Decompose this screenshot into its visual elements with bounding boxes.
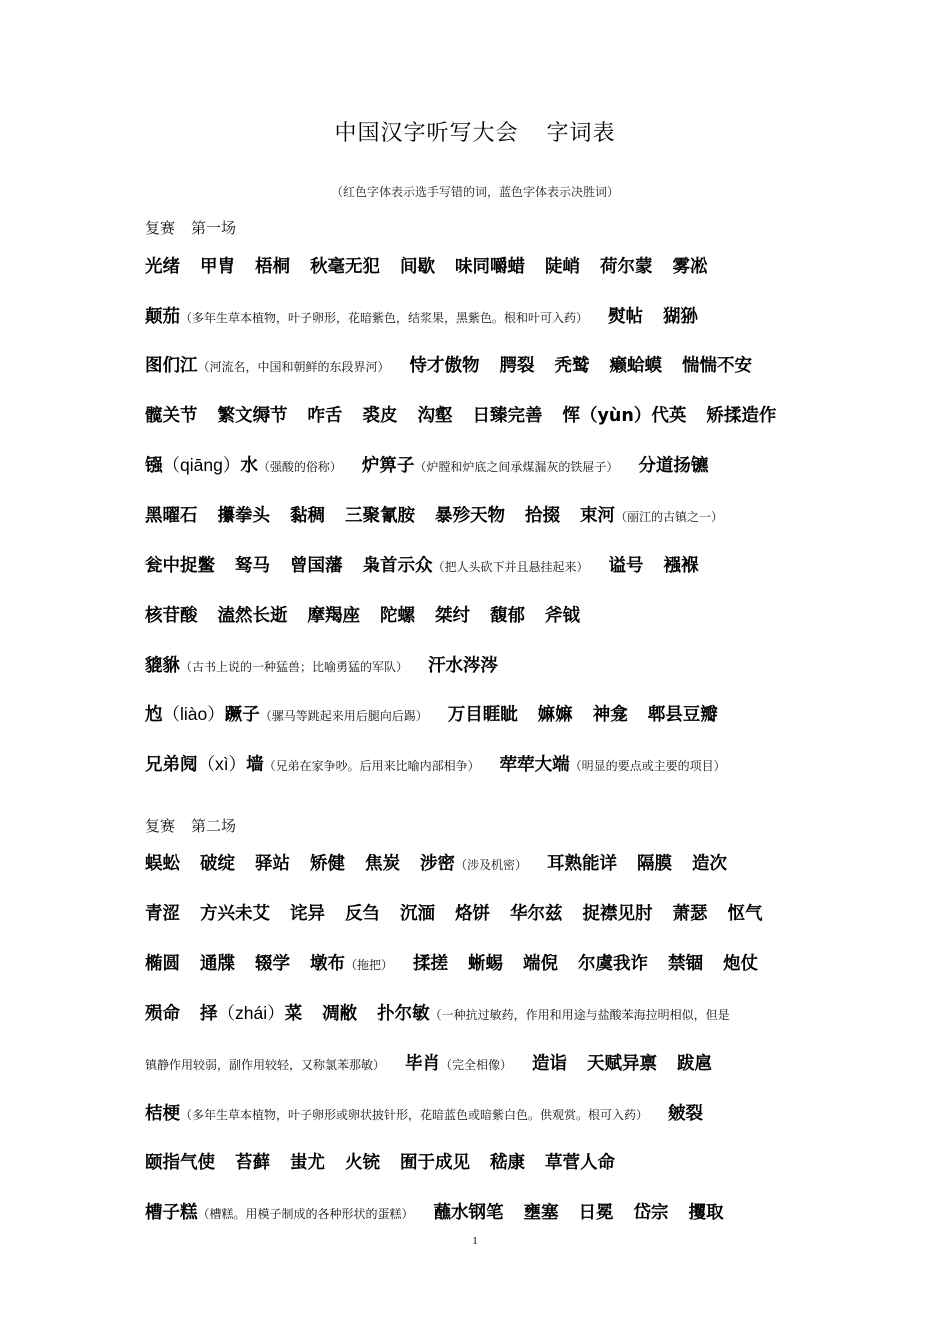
word: 谥号 xyxy=(608,556,644,576)
word: 熨帖 xyxy=(608,307,644,327)
word: 反刍 xyxy=(345,904,380,924)
word: 日冕 xyxy=(578,1203,614,1223)
word: 炮仗 xyxy=(723,954,759,974)
word-gloss: （一种抗过敏药，作用和用途与盐酸苯海拉明相似，但是 xyxy=(429,1008,730,1022)
word-gloss: （强酸的俗称） xyxy=(257,460,342,474)
word-row xyxy=(145,1199,724,1224)
word: 陀螺 xyxy=(380,606,415,626)
word: 黏稠 xyxy=(290,506,325,526)
word: 怄气 xyxy=(727,904,763,924)
word: 华尔兹 xyxy=(510,904,563,924)
section-sublabel: 第一场 xyxy=(191,219,237,237)
word-gloss: （多年生草本植物，叶子卵形，花暗紫色，结浆果，黑紫色。根和叶可入药） xyxy=(180,311,589,325)
page-title xyxy=(0,116,950,147)
word-row xyxy=(145,652,498,677)
word-row xyxy=(145,1149,615,1174)
word: 禁锢 xyxy=(668,954,704,974)
word-row xyxy=(145,352,752,377)
word-row xyxy=(145,552,699,577)
color-legend-note: （红色字体表示选手写错的词，蓝色字体表示决胜词） xyxy=(330,185,619,199)
word: 间歇 xyxy=(400,257,435,277)
word-gloss: （丽江的古镇之一） xyxy=(615,510,724,524)
word-row xyxy=(145,502,723,527)
word: 恃才傲物 xyxy=(409,356,480,376)
word: 蹶子 xyxy=(224,705,260,725)
word-row xyxy=(145,850,727,875)
word: 隔膜 xyxy=(637,854,673,874)
title-main: 中国汉字听写大会 xyxy=(334,121,519,146)
word: 兄弟阋 xyxy=(145,755,198,775)
word-gloss: （涉及机密） xyxy=(455,858,528,872)
word: 驿站 xyxy=(255,854,290,874)
pinyin: （zhái） xyxy=(217,1003,285,1023)
word: 惴惴不安 xyxy=(682,356,753,376)
word-row xyxy=(145,452,708,477)
word: 颐指气使 xyxy=(145,1153,215,1173)
word-gloss: （槽糕。用模子制成的各种形状的蛋糕） xyxy=(197,1207,414,1221)
word: 蚩尤 xyxy=(290,1153,325,1173)
word-row xyxy=(145,602,580,627)
word-gloss-continued: 镇静作用较弱，副作用较轻，又称氯苯那敏） xyxy=(145,1058,386,1072)
word: 郫县豆瓣 xyxy=(647,705,718,725)
word-gloss: （多年生草本植物，叶子卵形或卵状披针形，花暗蓝色或暗紫白色。供观赏。根可入药） xyxy=(180,1108,649,1122)
page-number: 1 xyxy=(472,1235,478,1247)
word-gloss: （明显的要点或主要的项目） xyxy=(569,759,726,773)
word: 咋舌 xyxy=(307,406,343,426)
word-gloss: （完全相像） xyxy=(440,1058,513,1072)
word: 涉密 xyxy=(420,854,455,874)
word: 日臻完善 xyxy=(472,406,543,426)
title-sub: 字词表 xyxy=(546,121,616,146)
section-label: 复赛 xyxy=(145,219,176,237)
word: 嫲嫲 xyxy=(537,705,573,725)
word: 水 xyxy=(240,456,258,476)
word-gloss: （骡马等跳起来用后腿向后踢） xyxy=(259,709,428,723)
pinyin: （qiāng） xyxy=(162,455,241,475)
word: 蘸水钢笔 xyxy=(433,1203,504,1223)
section-heading-round1 xyxy=(145,217,236,238)
word-gloss: （炉膛和炉底之间承煤漏灰的铁屉子） xyxy=(414,460,619,474)
word: 沉湎 xyxy=(400,904,435,924)
word-gloss: （拖把） xyxy=(345,958,394,972)
word: 造次 xyxy=(692,854,728,874)
word: 蜥蜴 xyxy=(468,954,504,974)
word: 壅塞 xyxy=(523,1203,559,1223)
word: 蜈蚣 xyxy=(145,854,180,874)
word: 矫揉造作 xyxy=(706,406,777,426)
word-gloss: （把人头砍下并且悬挂起来） xyxy=(432,560,589,574)
word: 辍学 xyxy=(255,954,290,974)
word-row xyxy=(145,950,758,975)
word: 草菅人命 xyxy=(545,1153,615,1173)
word-gloss: （兄弟在家争吵。后用来比喻内部相争） xyxy=(263,759,480,773)
word: 甲胄 xyxy=(200,257,235,277)
word: 沟壑 xyxy=(417,406,453,426)
word: 耳熟能详 xyxy=(547,854,618,874)
word: 癞蛤蟆 xyxy=(609,356,663,376)
word: 造诣 xyxy=(532,1054,568,1074)
word: 苔藓 xyxy=(235,1153,270,1173)
word: 斧钺 xyxy=(545,606,580,626)
word: 扑尔敏 xyxy=(377,1004,430,1024)
word: 诧异 xyxy=(290,904,325,924)
word: 荦荦大端 xyxy=(499,755,570,775)
word-row xyxy=(145,1100,703,1125)
word: 枭首示众 xyxy=(362,556,433,576)
word: 神龛 xyxy=(592,705,628,725)
word: 汗水涔涔 xyxy=(428,656,499,676)
word: 髋关节 xyxy=(145,406,198,426)
word: 端倪 xyxy=(523,954,559,974)
word: 秃鹫 xyxy=(554,356,590,376)
word-row xyxy=(145,701,718,726)
word: 攥拳头 xyxy=(217,506,270,526)
word: 桔梗 xyxy=(145,1104,180,1124)
word: 火铳 xyxy=(345,1153,380,1173)
word: 椭圆 xyxy=(145,954,180,974)
section-label: 复赛 xyxy=(145,817,176,835)
word: 束河 xyxy=(580,506,615,526)
word: 梧桐 xyxy=(255,257,290,277)
word: 图们江 xyxy=(145,356,198,376)
word: 黑曜石 xyxy=(145,506,198,526)
word: 镪 xyxy=(145,456,163,476)
word: 焦炭 xyxy=(365,854,400,874)
pinyin: （liào） xyxy=(162,704,225,724)
word-row xyxy=(145,253,708,278)
word: 矫健 xyxy=(310,854,345,874)
word: 尥 xyxy=(145,705,163,725)
word: 腭裂 xyxy=(499,356,535,376)
word-row xyxy=(145,402,776,427)
word: 菜 xyxy=(284,1004,303,1024)
word: 驽马 xyxy=(235,556,270,576)
word: 襁褓 xyxy=(663,556,699,576)
word-row xyxy=(145,1050,712,1075)
word: 溘然长逝 xyxy=(217,606,288,626)
word: 皴裂 xyxy=(668,1104,704,1124)
word: 万目睚眦 xyxy=(447,705,518,725)
word: 方兴未艾 xyxy=(200,904,270,924)
word: 秋毫无犯 xyxy=(310,257,380,277)
word: 破绽 xyxy=(200,854,235,874)
word: 馥郁 xyxy=(490,606,525,626)
word: 岱宗 xyxy=(633,1203,669,1223)
word: 墙 xyxy=(246,755,264,775)
word: 青涩 xyxy=(145,904,180,924)
word: 荷尔蒙 xyxy=(600,257,653,277)
word: 捉襟见肘 xyxy=(582,904,653,924)
word: 味同嚼蜡 xyxy=(455,257,525,277)
word: 繁文缛节 xyxy=(217,406,288,426)
word: 墩布 xyxy=(310,954,345,974)
word: 嵇康 xyxy=(490,1153,525,1173)
word: 槽子糕 xyxy=(145,1203,198,1223)
word-row xyxy=(145,900,763,925)
word: 攫取 xyxy=(688,1203,724,1223)
word: 裘皮 xyxy=(362,406,398,426)
word: 炉箅子 xyxy=(361,456,415,476)
section-heading-round2 xyxy=(145,815,236,836)
word: 通牒 xyxy=(200,954,235,974)
word: 跋扈 xyxy=(677,1054,713,1074)
word: 烙饼 xyxy=(455,904,490,924)
word: 揉搓 xyxy=(413,954,449,974)
word: 貔貅 xyxy=(145,656,180,676)
word: 萧瑟 xyxy=(672,904,708,924)
word: 摩羯座 xyxy=(307,606,360,626)
word: 桀纣 xyxy=(435,606,470,626)
word: 瓮中捉鳖 xyxy=(145,556,215,576)
word: 曾国藩 xyxy=(290,556,343,576)
word: 天赋异禀 xyxy=(587,1054,658,1074)
word-row xyxy=(145,751,726,776)
word: 恽（yùn）代英 xyxy=(562,406,687,426)
word: 囿于成见 xyxy=(400,1153,470,1173)
word: 毕肖 xyxy=(405,1054,441,1074)
word: 三聚氰胺 xyxy=(345,506,415,526)
word: 尔虞我诈 xyxy=(578,954,649,974)
word: 凋敝 xyxy=(322,1004,358,1024)
word: 颠茄 xyxy=(145,307,180,327)
word: 拾掇 xyxy=(525,506,560,526)
pinyin: （xì） xyxy=(197,754,247,774)
word-row xyxy=(145,303,698,328)
word: 暴殄天物 xyxy=(435,506,505,526)
word: 猢狲 xyxy=(663,307,699,327)
word: 核苷酸 xyxy=(145,606,198,626)
word: 光绪 xyxy=(145,257,180,277)
word: 陡峭 xyxy=(545,257,580,277)
word-gloss: （河流名，中国和朝鲜的东段界河） xyxy=(197,360,390,374)
word: 殒命 xyxy=(145,1004,180,1024)
section-sublabel: 第二场 xyxy=(191,817,237,835)
word: 择 xyxy=(200,1004,218,1024)
word-row xyxy=(145,1000,730,1025)
word-gloss: （古书上说的一种猛兽；比喻勇猛的军队） xyxy=(180,660,409,674)
word: 雾凇 xyxy=(672,257,708,277)
word: 分道扬镳 xyxy=(638,456,709,476)
